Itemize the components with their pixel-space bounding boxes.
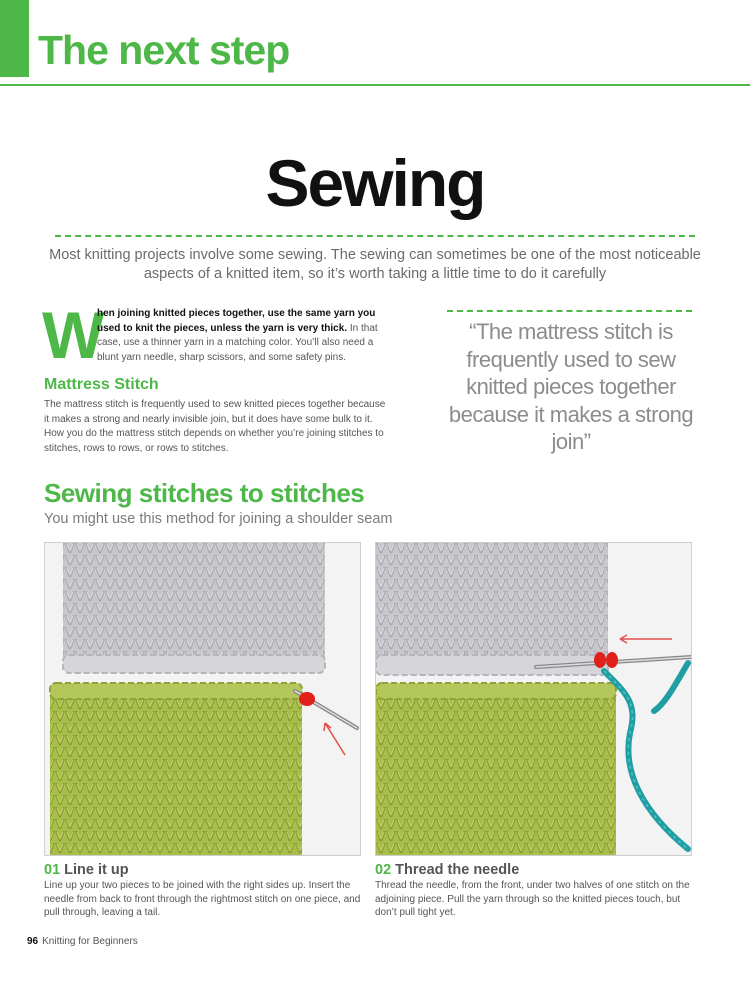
- intro-paragraph: [97, 307, 393, 365]
- intro-text: In that case, use a thinner yarn in a matching color. You’ll also need a blunt yarn needle, sharp scissors, and some safety pins.: [97, 322, 378, 363]
- intro-bold-text: hen joining knitted pieces together, use the same yarn you used to knit the pieces, unless the yarn is very thick.: [97, 308, 376, 334]
- step-title-text: Line it up: [64, 862, 129, 878]
- pull-quote: “The mattress stitch is frequently used to sew knitted pieces together because it makes a strong join”: [448, 319, 694, 454]
- page-number: 96: [27, 936, 39, 947]
- publication-name: Knitting for Beginners: [42, 936, 138, 947]
- header-rule: [0, 84, 750, 86]
- page-footer: [27, 936, 138, 947]
- photo-thread-the-needle: [375, 542, 692, 856]
- photo-line-it-up: [44, 542, 361, 856]
- drop-cap: W: [42, 298, 105, 372]
- mattress-stitch-body: The mattress stitch is frequently used to sew knitted pieces together because it makes a strong and nearly invisible join, but it does have some bulk to it. How you do the mattress stitch depends on whether you’re joining stitches to stitches, rows to rows, or rows to stitches.: [44, 399, 386, 454]
- step-body: Thread the needle, from the front, under two halves of one stitch on the adjoining piece. Pull the yarn through so the knitted pieces touch, but don’t pull tight yet.: [375, 880, 690, 918]
- standfirst: Most knitting projects involve some sewing. The sewing can sometimes be one of the most noticeable aspects of a knitted item, so it’s worth taking a little time to do it carefully: [49, 247, 701, 282]
- step-number: 01: [44, 862, 61, 878]
- step-number: 02: [375, 862, 392, 878]
- mattress-stitch-heading: Mattress Stitch: [44, 376, 159, 393]
- step-title: [375, 862, 519, 878]
- step-body: Line up your two pieces to be joined with the right sides up. Insert the needle from back to front through the rightmost stitch on one piece, and pull through, leaving a tail.: [44, 880, 361, 918]
- step-title-text: Thread the needle: [395, 862, 520, 878]
- section-header-title: The next step: [38, 27, 290, 73]
- dashed-divider: [55, 235, 695, 237]
- pull-quote-divider: [447, 310, 692, 312]
- step-title: [44, 862, 129, 878]
- section-subheading: You might use this method for joining a shoulder seam: [44, 511, 393, 527]
- section-heading: Sewing stitches to stitches: [44, 478, 365, 508]
- header-accent-bar: [0, 0, 29, 77]
- page-title: Sewing: [265, 146, 485, 220]
